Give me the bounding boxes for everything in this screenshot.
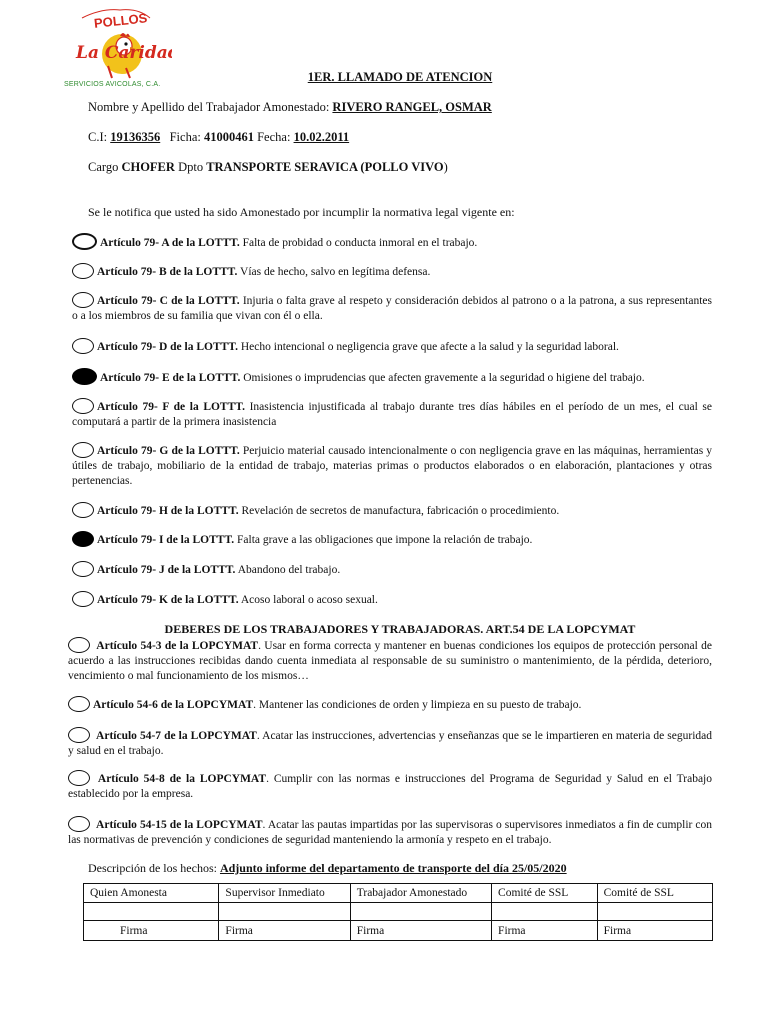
article-79-c[interactable] xyxy=(72,292,712,324)
firma-label: Firma xyxy=(219,921,350,941)
radio-79-d[interactable] xyxy=(72,338,94,354)
signature-cell[interactable] xyxy=(350,903,491,921)
article-text: . Acatar las instrucciones, advertencias y enseñanzas que se le impartieren en materia de seguridad y salud en el trabajo. xyxy=(68,730,712,757)
article-79-a[interactable] xyxy=(72,233,712,251)
ficha-value: 41000461 xyxy=(203,130,254,144)
radio-79-c[interactable] xyxy=(72,292,94,308)
article-text: . Usar en forma correcta y mantener en buenas condiciones los equipos de protección personal de acuerdo a las instrucciones recibidas dando cuenta inmediata al responsable de su suministro o mantenimiento, de la pérdida, deterioro, vencimiento o mal funcionamiento de los mismos… xyxy=(68,640,712,682)
radio-79-j[interactable] xyxy=(72,561,94,577)
article-ref: Artículo 54-6 de la LOPCYMAT xyxy=(93,699,254,711)
dpto-close: ) xyxy=(443,160,448,174)
article-ref: Artículo 54-3 de la LOPCYMAT xyxy=(96,640,259,652)
ci-label: C.I: xyxy=(88,130,108,144)
ci-value: 19136356 xyxy=(110,130,161,144)
article-ref: Artículo 54-7 de la LOPCYMAT xyxy=(96,730,257,742)
article-54-6[interactable] xyxy=(68,696,712,713)
signature-cell[interactable] xyxy=(492,903,598,921)
fecha-value: 10.02.2011 xyxy=(293,130,350,144)
cargo-label: Cargo xyxy=(88,160,119,174)
article-text: Perjuicio material causado intencionalmente o con negligencia grave en las máquinas, herramientas y útiles de trabajo, mobiliario de la entidad de trabajo, materias primas o productos elaborados o en elaboración, plantaciones y otras pertenencias. xyxy=(72,445,713,487)
firma-label: Firma xyxy=(84,921,219,941)
article-ref: Artículo 79- C de la LOTTT. xyxy=(97,295,240,307)
article-79-g[interactable] xyxy=(72,442,712,489)
article-79-b[interactable] xyxy=(72,263,712,280)
article-text: Hecho intencional o negligencia grave que afecte a la salud y la seguridad laboral. xyxy=(240,341,619,353)
article-79-f[interactable] xyxy=(72,398,712,430)
signature-header-row xyxy=(84,884,713,903)
radio-54-3[interactable] xyxy=(68,637,90,653)
article-ref: Artículo 79- H de la LOTTT. xyxy=(97,505,239,517)
article-ref: Artículo 79- K de la LOTTT. xyxy=(97,594,239,606)
dpto-label: Dpto xyxy=(178,160,204,174)
signature-table xyxy=(83,883,713,941)
article-text: . Mantener las condiciones de orden y limpieza en su puesto de trabajo. xyxy=(253,699,582,711)
article-79-e[interactable] xyxy=(72,368,712,386)
fecha-label: Fecha: xyxy=(257,130,291,144)
article-text: Abandono del trabajo. xyxy=(237,564,341,576)
radio-79-e[interactable] xyxy=(72,368,97,385)
article-79-d[interactable] xyxy=(72,338,712,355)
logo-subtitle: SERVICIOS AVICOLAS, C.A. xyxy=(64,81,161,88)
article-text: Revelación de secretos de manufactura, fabricación o procedimiento. xyxy=(241,505,560,517)
cargo-value: CHOFER xyxy=(121,160,175,174)
article-54-8[interactable] xyxy=(68,770,712,802)
header-comite-2: Comité de SSL xyxy=(597,884,712,903)
header-comite-1: Comité de SSL xyxy=(492,884,598,903)
radio-79-f[interactable] xyxy=(72,398,94,414)
article-ref: Artículo 79- D de la LOTTT. xyxy=(97,341,238,353)
article-ref: Artículo 54-8 de la LOPCYMAT xyxy=(97,773,267,785)
radio-79-b[interactable] xyxy=(72,263,94,279)
article-ref: Artículo 79- G de la LOTTT. xyxy=(97,445,240,457)
description-value: Adjunto informe del departamento de transporte del día 25/05/2020 xyxy=(219,861,567,875)
firma-label: Firma xyxy=(350,921,491,941)
article-ref: Artículo 54-15 de la LOPCYMAT xyxy=(96,819,263,831)
radio-54-15[interactable] xyxy=(68,816,90,832)
article-text: Falta de probidad o conducta inmoral en el trabajo. xyxy=(242,237,478,249)
signature-cell[interactable] xyxy=(597,903,712,921)
worker-cargo-line xyxy=(88,160,448,175)
page-title: 1ER. LLAMADO DE ATENCION xyxy=(307,70,493,84)
article-54-7[interactable] xyxy=(68,727,712,759)
logo-text-top: POLLOS xyxy=(93,10,148,31)
worker-name-line xyxy=(88,100,492,115)
article-text: Inasistencia injustificada al trabajo durante tres días hábiles en el período de un mes, el cual se computará a partir de la primera inasistencia xyxy=(72,401,713,428)
radio-79-i[interactable] xyxy=(72,531,94,547)
article-text: Vías de hecho, salvo en legítima defensa. xyxy=(240,266,431,278)
header-supervisor: Supervisor Inmediato xyxy=(219,884,350,903)
radio-79-a[interactable] xyxy=(72,233,97,250)
header-quien-amonesta: Quien Amonesta xyxy=(84,884,219,903)
radio-54-8[interactable] xyxy=(68,770,90,786)
description-line xyxy=(88,861,567,876)
article-text: Omisiones o imprudencias que afecten gravemente a la seguridad o higiene del trabajo. xyxy=(243,372,645,384)
article-text: . Acatar las pautas impartidas por las supervisoras o supervisores inmediatos a fin de cumplir con las normativas de prevención y condiciones de seguridad manteniendo la armonía y respeto en el trabajo. xyxy=(68,819,712,846)
radio-79-g[interactable] xyxy=(72,442,94,458)
article-text: Acoso laboral o acoso sexual. xyxy=(240,594,378,606)
radio-54-6[interactable] xyxy=(68,696,90,712)
description-label: Descripción de los hechos: xyxy=(88,861,217,875)
radio-54-7[interactable] xyxy=(68,727,90,743)
article-54-3[interactable] xyxy=(68,637,712,684)
radio-79-k[interactable] xyxy=(72,591,94,607)
article-54-15[interactable] xyxy=(68,816,712,848)
article-ref: Artículo 79- F de la LOTTT. xyxy=(97,401,245,413)
article-ref: Artículo 79- A de la LOTTT. xyxy=(100,237,240,249)
signature-firma-row xyxy=(84,921,713,941)
worker-name-label: Nombre y Apellido del Trabajador Amonestado: xyxy=(88,100,330,114)
signature-cell[interactable] xyxy=(219,903,350,921)
firma-label: Firma xyxy=(597,921,712,941)
firma-label: Firma xyxy=(492,921,598,941)
notice-text: Se le notifica que usted ha sido Amonestado por incumplir la normativa legal vigente en: xyxy=(88,205,515,219)
dpto-value: TRANSPORTE SERAVICA (POLLO VIVO xyxy=(206,160,444,174)
article-79-j[interactable] xyxy=(72,561,712,578)
header-trabajador: Trabajador Amonestado xyxy=(350,884,491,903)
signature-cell[interactable] xyxy=(84,903,219,921)
article-79-k[interactable] xyxy=(72,591,712,608)
article-text: Falta grave a las obligaciones que impone la relación de trabajo. xyxy=(237,534,533,546)
article-ref: Artículo 79- E de la LOTTT. xyxy=(100,372,241,384)
article-text: Injuria o falta grave al respeto y consideración debidos al patrono o a la patrona, a sus representantes o a los miembros de su familia que vivan con él o ella. xyxy=(72,295,713,322)
worker-id-line xyxy=(88,130,349,145)
article-79-i[interactable] xyxy=(72,531,712,548)
deberes-title: DEBERES DE LOS TRABAJADORES Y TRABAJADORAS. ART.54 DE LA LOPCYMAT xyxy=(164,622,636,636)
radio-79-h[interactable] xyxy=(72,502,94,518)
ficha-label: Ficha: xyxy=(169,130,201,144)
article-ref: Artículo 79- B de la LOTTT. xyxy=(97,266,238,278)
article-ref: Artículo 79- I de la LOTTT. xyxy=(97,534,235,546)
article-text: . Cumplir con las normas e instrucciones del Programa de Seguridad y Salud en el Trabajo establecido por la empresa. xyxy=(68,773,713,800)
article-ref: Artículo 79- J de la LOTTT. xyxy=(97,564,236,576)
worker-name-value: RIVERO RANGEL, OSMAR xyxy=(332,100,492,114)
signature-blank-row xyxy=(84,903,713,921)
logo-text-brand: La Caridad xyxy=(76,43,172,63)
article-79-h[interactable] xyxy=(72,502,712,519)
